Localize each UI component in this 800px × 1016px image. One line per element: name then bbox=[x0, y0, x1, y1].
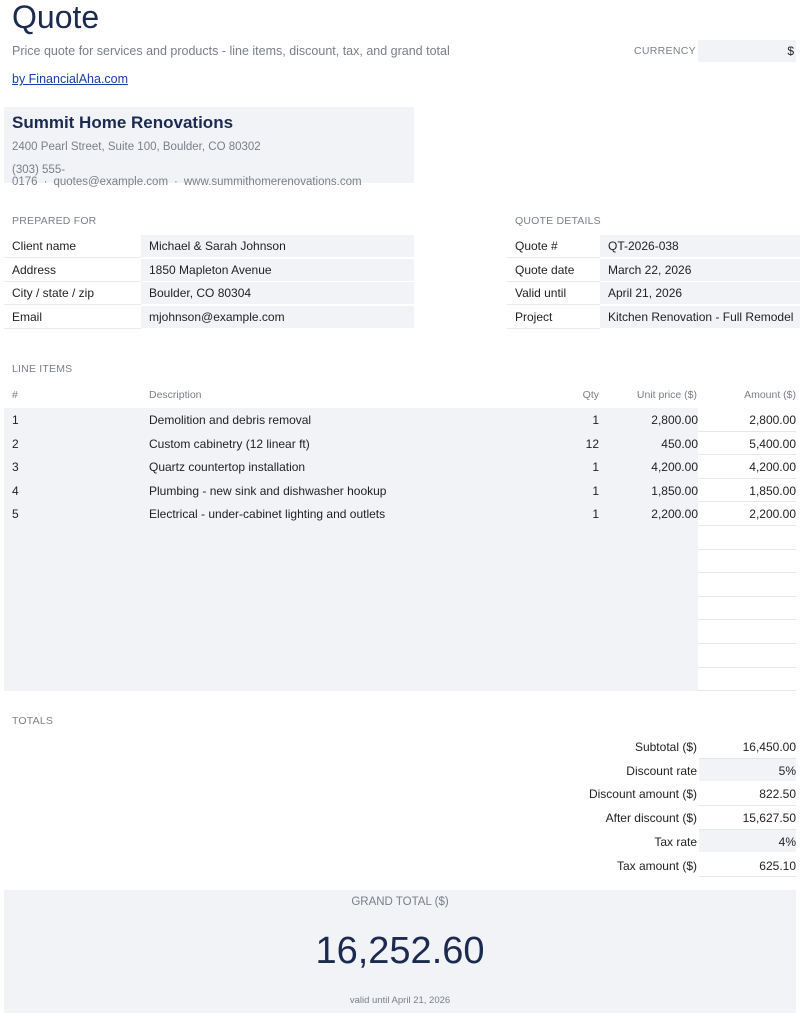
totals-row bbox=[520, 830, 796, 854]
quote-details-value[interactable]: Kitchen Renovation - Full Remodel bbox=[600, 306, 800, 329]
totals-row bbox=[520, 806, 796, 830]
table-row[interactable] bbox=[4, 455, 698, 479]
item-amount: 1,850.00 bbox=[698, 479, 796, 503]
currency-label: CURRENCY bbox=[634, 45, 696, 57]
item-unit-price[interactable]: 2,800.00 bbox=[651, 413, 698, 427]
item-qty[interactable]: 1 bbox=[592, 507, 599, 522]
company-phone[interactable]: (303) 555-0176 bbox=[12, 164, 66, 188]
grand-total-panel bbox=[4, 890, 796, 1013]
totals-value[interactable]: 4% bbox=[699, 830, 796, 854]
totals-value: 625.10 bbox=[699, 854, 796, 878]
item-amount bbox=[698, 620, 796, 644]
totals-label: Tax amount ($) bbox=[616, 858, 697, 873]
grand-total-value: 16,252.60 bbox=[315, 930, 485, 972]
prepared-for-value[interactable]: 1850 Mapleton Avenue bbox=[141, 259, 414, 282]
company-website[interactable]: www.summithomerenovations.com bbox=[183, 176, 362, 188]
item-unit-price[interactable]: 4,200.00 bbox=[651, 460, 698, 475]
item-qty[interactable]: 1 bbox=[592, 483, 599, 498]
item-description[interactable]: Quartz countertop installation bbox=[149, 460, 306, 475]
prepared-for-value[interactable]: mjohnson@example.com bbox=[141, 306, 414, 329]
quote-details-key: Quote date bbox=[507, 259, 600, 282]
item-amount bbox=[698, 573, 796, 597]
item-unit-price[interactable]: 2,200.00 bbox=[651, 507, 698, 522]
totals-value: 15,627.50 bbox=[699, 806, 796, 830]
table-row[interactable] bbox=[4, 479, 698, 503]
column-header-unit-price: Unit price ($) bbox=[636, 389, 697, 401]
prepared-for-row bbox=[4, 306, 414, 329]
prepared-for-row bbox=[4, 259, 414, 282]
quote-details-key: Project bbox=[507, 306, 600, 329]
prepared-for-row bbox=[4, 235, 414, 258]
totals-label: Subtotal ($) bbox=[634, 740, 697, 754]
company-address[interactable]: 2400 Pearl Street, Suite 100, Boulder, CO 80302 bbox=[12, 141, 261, 153]
item-amount bbox=[698, 644, 796, 668]
item-qty[interactable]: 1 bbox=[592, 413, 599, 427]
grand-total-note: valid until April 21, 2026 bbox=[349, 995, 451, 1006]
prepared-for-value[interactable]: Michael & Sarah Johnson bbox=[141, 235, 414, 258]
item-amount: 4,200.00 bbox=[698, 455, 796, 479]
company-name[interactable]: Summit Home Renovations bbox=[12, 113, 234, 132]
column-header-num: # bbox=[12, 389, 18, 401]
item-number: 3 bbox=[12, 460, 19, 475]
quote-details-row bbox=[507, 306, 800, 329]
item-qty[interactable]: 12 bbox=[585, 436, 599, 451]
totals-label: Discount rate bbox=[626, 763, 697, 778]
item-unit-price[interactable]: 450.00 bbox=[661, 436, 698, 451]
quote-details-key: Quote # bbox=[507, 235, 600, 258]
item-amount bbox=[698, 668, 796, 692]
separator: · bbox=[43, 176, 48, 188]
line-items-table bbox=[4, 408, 698, 691]
item-amount bbox=[698, 550, 796, 574]
item-amount bbox=[698, 526, 796, 550]
item-number: 2 bbox=[12, 436, 19, 451]
separator: · bbox=[174, 176, 178, 188]
quote-details-value[interactable]: March 22, 2026 bbox=[600, 259, 800, 282]
totals-row bbox=[520, 759, 796, 783]
table-row[interactable] bbox=[4, 502, 698, 526]
page-subtitle: Price quote for services and products - line items, discount, tax, and grand total bbox=[12, 44, 450, 58]
totals-label: TOTALS bbox=[12, 715, 54, 727]
quote-details-row bbox=[507, 235, 800, 258]
column-header-qty: Qty bbox=[582, 389, 599, 401]
table-row[interactable] bbox=[4, 408, 698, 432]
currency-input[interactable]: $ bbox=[698, 40, 796, 62]
item-amount: 2,800.00 bbox=[698, 408, 796, 432]
column-header-description: Description bbox=[149, 389, 202, 401]
item-qty[interactable]: 1 bbox=[592, 460, 599, 475]
prepared-for-key: Email bbox=[4, 306, 141, 329]
totals-row bbox=[520, 782, 796, 806]
item-description[interactable]: Demolition and debris removal bbox=[149, 413, 312, 427]
company-block bbox=[4, 107, 414, 188]
item-number: 1 bbox=[12, 413, 19, 427]
prepared-for-label: PREPARED FOR bbox=[12, 215, 97, 227]
totals-row bbox=[520, 854, 796, 878]
item-description[interactable]: Electrical - under-cabinet lighting and outlets bbox=[149, 507, 386, 522]
quote-details-value[interactable]: April 21, 2026 bbox=[600, 282, 800, 305]
byline-link[interactable]: by FinancialAha.com bbox=[12, 72, 129, 86]
item-unit-price[interactable]: 1,850.00 bbox=[651, 483, 698, 498]
item-amount: 2,200.00 bbox=[698, 502, 796, 526]
prepared-for-key: Address bbox=[4, 259, 141, 282]
company-contact bbox=[12, 164, 414, 188]
item-number: 5 bbox=[12, 507, 19, 522]
quote-details-row bbox=[507, 282, 800, 305]
totals-value: 16,450.00 bbox=[699, 735, 796, 759]
company-email[interactable]: quotes@example.com bbox=[53, 176, 169, 188]
item-description[interactable]: Custom cabinetry (12 linear ft) bbox=[149, 436, 310, 451]
prepared-for-key: City / state / zip bbox=[4, 282, 141, 305]
totals-value[interactable]: 5% bbox=[699, 759, 796, 783]
totals-label: Discount amount ($) bbox=[588, 787, 697, 802]
totals-label: After discount ($) bbox=[605, 811, 697, 826]
item-amount: 5,400.00 bbox=[698, 432, 796, 456]
prepared-for-row bbox=[4, 282, 414, 305]
item-number: 4 bbox=[12, 483, 19, 498]
item-amount bbox=[698, 597, 796, 621]
column-header-amount: Amount ($) bbox=[744, 389, 796, 401]
grand-total-label: GRAND TOTAL ($) bbox=[351, 896, 449, 908]
prepared-for-value[interactable]: Boulder, CO 80304 bbox=[141, 282, 414, 305]
table-row[interactable] bbox=[4, 432, 698, 456]
line-items-label: LINE ITEMS bbox=[12, 363, 73, 375]
quote-details-value[interactable]: QT-2026-038 bbox=[600, 235, 800, 258]
totals-label: Tax rate bbox=[654, 834, 697, 849]
quote-details-row bbox=[507, 259, 800, 282]
amount-column bbox=[698, 408, 796, 691]
item-description[interactable]: Plumbing - new sink and dishwasher hookup bbox=[149, 483, 387, 498]
quote-details-key: Valid until bbox=[507, 282, 600, 305]
quote-details-label: QUOTE DETAILS bbox=[515, 215, 601, 227]
totals-row bbox=[520, 735, 796, 759]
page-title: Quote bbox=[12, 0, 100, 35]
prepared-for-key: Client name bbox=[4, 235, 141, 258]
totals-value: 822.50 bbox=[699, 782, 796, 806]
